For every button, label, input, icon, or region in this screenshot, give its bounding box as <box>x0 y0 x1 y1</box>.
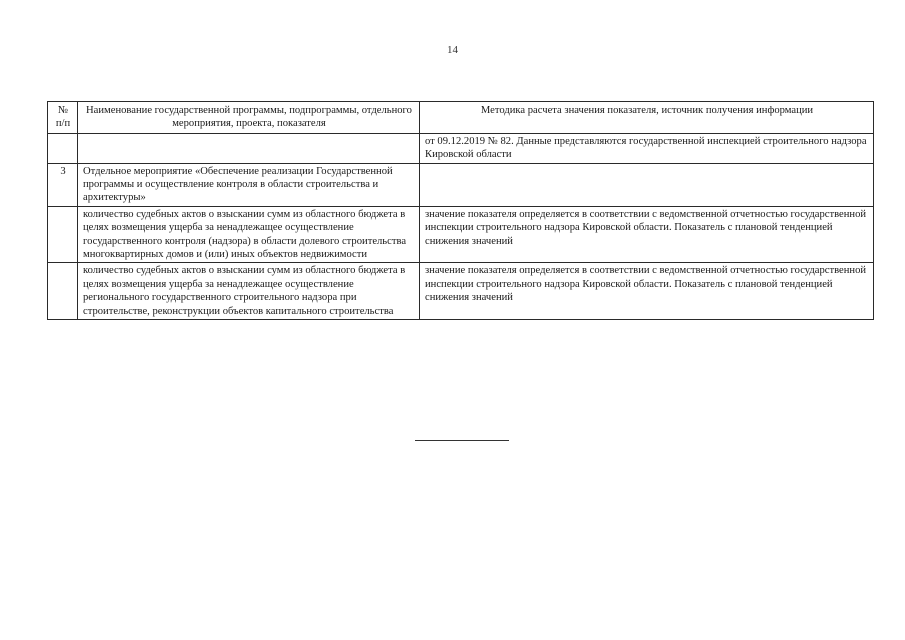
row-num-cell <box>48 133 78 163</box>
table-row <box>48 163 874 206</box>
table-header-row <box>48 102 874 134</box>
row-name-cell: количество судебных актов о взыскании сумм из областного бюджета в целях возмещения ущерба за ненадлежащее осуществление государственного контроля (надзора) в области долевого строительства многоквартирных домов и (или) иных объектов недвижимости <box>78 206 420 263</box>
header-method: Методика расчета значения показателя, источник получения информации <box>420 102 874 134</box>
row-num-cell: 3 <box>48 163 78 206</box>
header-num: № п/п <box>48 102 78 134</box>
row-method-cell: значение показателя определяется в соответствии с ведомственной отчетностью государственной инспекции строительного надзора Кировской области. Показатель с плановой тенденцией снижения значений <box>420 206 874 263</box>
indicators-table <box>47 101 874 320</box>
table-row <box>48 206 874 263</box>
table-row <box>48 263 874 320</box>
header-name: Наименование государственной программы, подпрограммы, отдельного мероприятия, проекта, показателя <box>78 102 420 134</box>
row-method-cell: от 09.12.2019 № 82. Данные представляются государственной инспекцией строительного надзора Кировской области <box>420 133 874 163</box>
row-method-cell <box>420 163 874 206</box>
page-number: 14 <box>447 44 458 56</box>
row-name-cell <box>78 133 420 163</box>
row-num-cell <box>48 206 78 263</box>
table-row <box>48 133 874 163</box>
row-num-cell <box>48 263 78 320</box>
row-method-cell: значение показателя определяется в соответствии с ведомственной отчетностью государственной инспекции строительного надзора Кировской области. Показатель с плановой тенденцией снижения значений <box>420 263 874 320</box>
footer-separator-line <box>415 440 509 441</box>
row-name-cell: Отдельное мероприятие «Обеспечение реализации Государственной программы и осуществление контроля в области строительства и архитектуры» <box>78 163 420 206</box>
row-name-cell: количество судебных актов о взыскании сумм из областного бюджета в целях возмещения ущерба за ненадлежащее осуществление регионального государственного строительного надзора при строительстве, реконструкции объектов капитального строительства <box>78 263 420 320</box>
